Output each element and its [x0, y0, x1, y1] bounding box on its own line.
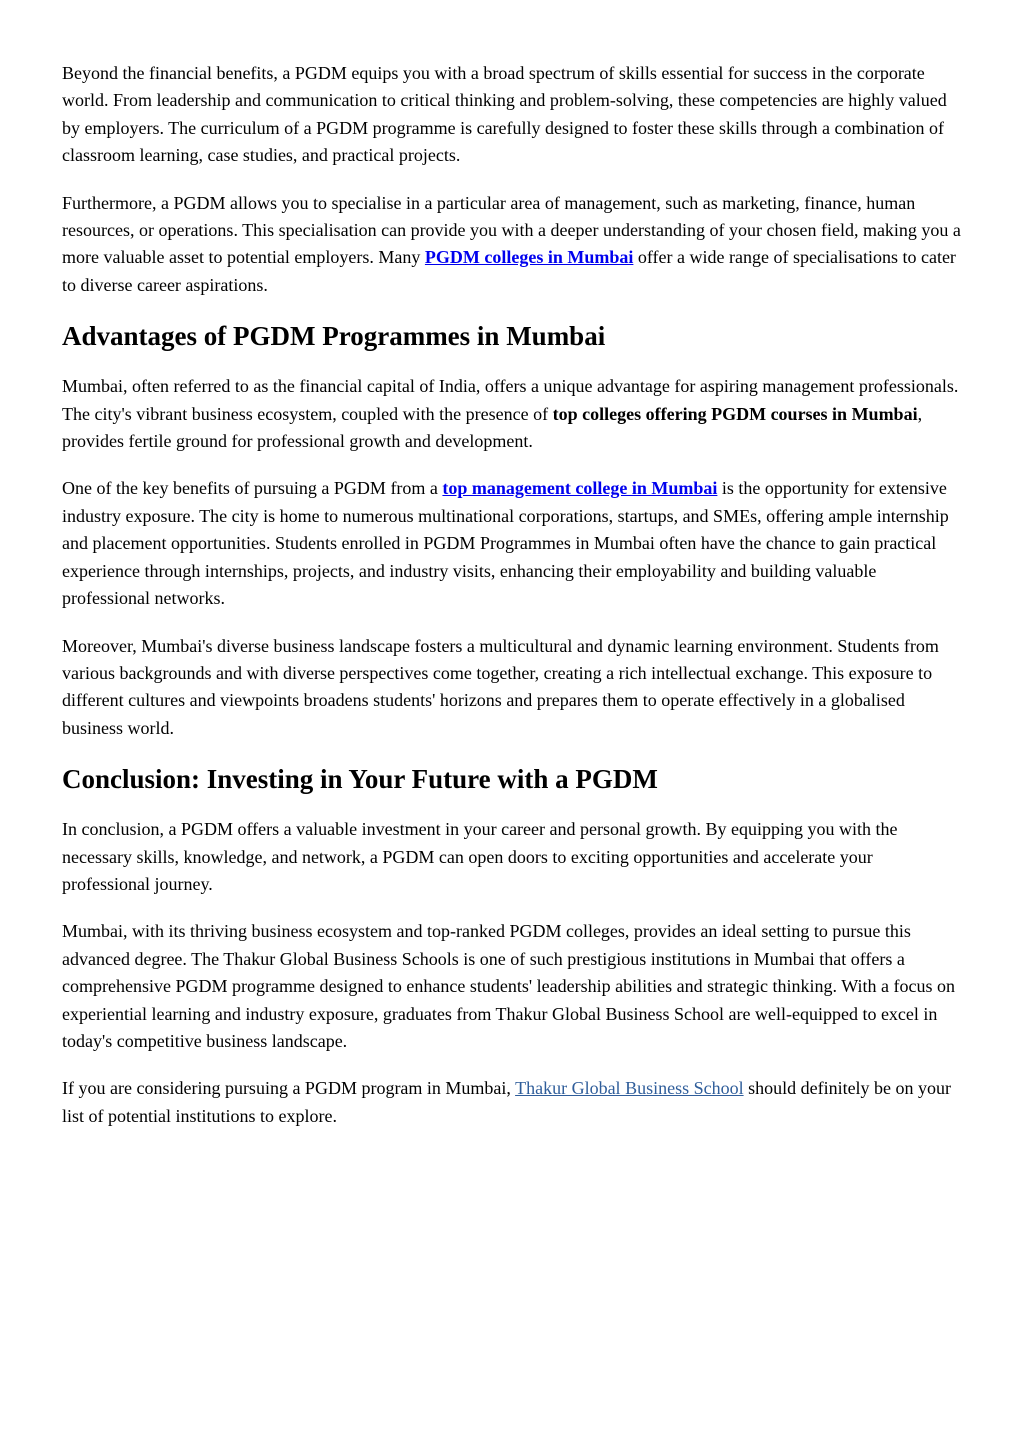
- paragraph-mumbai-advantage-text-before: Mumbai, often referred to as the financial capital of India, offers a unique advantage for aspiring management professionals. The city's vibrant business ecosystem, coupled with the presence of: [62, 376, 959, 424]
- paragraph-industry-exposure-text-after: is the opportunity for extensive industry exposure. The city is home to numerous multinational corporations, startups, and SMEs, offering ample internship and placement opportunities. Students enrolled in PGDM Programmes in Mumbai often have the chance to gain practical experience through internships, projects, and industry visits, enhancing their employability and building valuable professional networks.: [62, 478, 949, 609]
- heading-advantages: Advantages of PGDM Programmes in Mumbai: [62, 321, 606, 352]
- paragraph-recommendation: [62, 1075, 962, 1130]
- paragraph-multicultural: [62, 633, 962, 743]
- paragraph-thakur-text: Mumbai, with its thriving business ecosystem and top-ranked PGDM colleges, provides an ideal setting to pursue this advanced degree. The Thakur Global Business Schools is one of such prestigious institutions in Mumbai that offers a comprehensive PGDM programme designed to enhance students' leadership abilities and strategic thinking. With a focus on experiential learning and industry exposure, graduates from Thakur Global Business School are well-equipped to excel in today's competitive business landscape.: [62, 921, 955, 1051]
- paragraph-skills-text: Beyond the financial benefits, a PGDM equips you with a broad spectrum of skills essential for success in the corporate world. From leadership and communication to critical thinking and problem-solving, these competencies are highly valued by employers. The curriculum of a PGDM programme is carefully designed to foster these skills through a combination of classroom learning, case studies, and practical projects.: [62, 63, 947, 166]
- heading-conclusion: Conclusion: Investing in Your Future with a PGDM: [62, 764, 658, 795]
- paragraph-skills: [62, 60, 962, 170]
- paragraph-industry-exposure-text-before: One of the key benefits of pursuing a PGDM from a: [62, 478, 443, 499]
- paragraph-industry-exposure: [62, 475, 962, 612]
- paragraph-specialisation-text-after: offer a wide range of specialisations to cater to diverse career aspirations.: [62, 247, 956, 295]
- paragraph-recommendation-text-before: If you are considering pursuing a PGDM program in Mumbai,: [62, 1078, 516, 1099]
- paragraph-specialisation-text-before: Furthermore, a PGDM allows you to specialise in a particular area of management, such as marketing, finance, human resources, or operations. This specialisation can provide you with a deeper understanding of your chosen field, making you a more valuable asset to potential employers. Many: [62, 192, 961, 268]
- paragraph-conclusion-text: In conclusion, a PGDM offers a valuable investment in your career and personal growth. By equipping you with the necessary skills, knowledge, and network, a PGDM can open doors to exciting opportunities and accelerate your professional journey.: [62, 819, 898, 894]
- thakur-global-business-school-link[interactable]: Thakur Global Business School: [515, 1078, 744, 1099]
- paragraph-thakur: [62, 918, 962, 1055]
- top-management-college-link[interactable]: top management college in Mumbai: [442, 478, 718, 499]
- top-colleges-bold-text: top colleges offering PGDM courses in Mumbai: [552, 403, 918, 424]
- document-page: [62, 60, 962, 1150]
- paragraph-conclusion: [62, 816, 962, 898]
- paragraph-specialisation: [62, 190, 962, 300]
- paragraph-recommendation-text-after: should definitely be on your list of potential institutions to explore.: [62, 1078, 952, 1126]
- pgdm-colleges-mumbai-link[interactable]: PGDM colleges in Mumbai: [424, 247, 634, 268]
- paragraph-mumbai-advantage-text-after: , provides fertile ground for professional growth and development.: [62, 403, 923, 452]
- paragraph-multicultural-text: Moreover, Mumbai's diverse business landscape fosters a multicultural and dynamic learning environment. Students from various backgrounds and with diverse perspectives come together, creating a rich intellectual exchange. This exposure to different cultures and viewpoints broadens students' horizons and prepares them to operate effectively in a globalised business world.: [62, 635, 939, 738]
- paragraph-mumbai-advantage: [62, 373, 962, 455]
